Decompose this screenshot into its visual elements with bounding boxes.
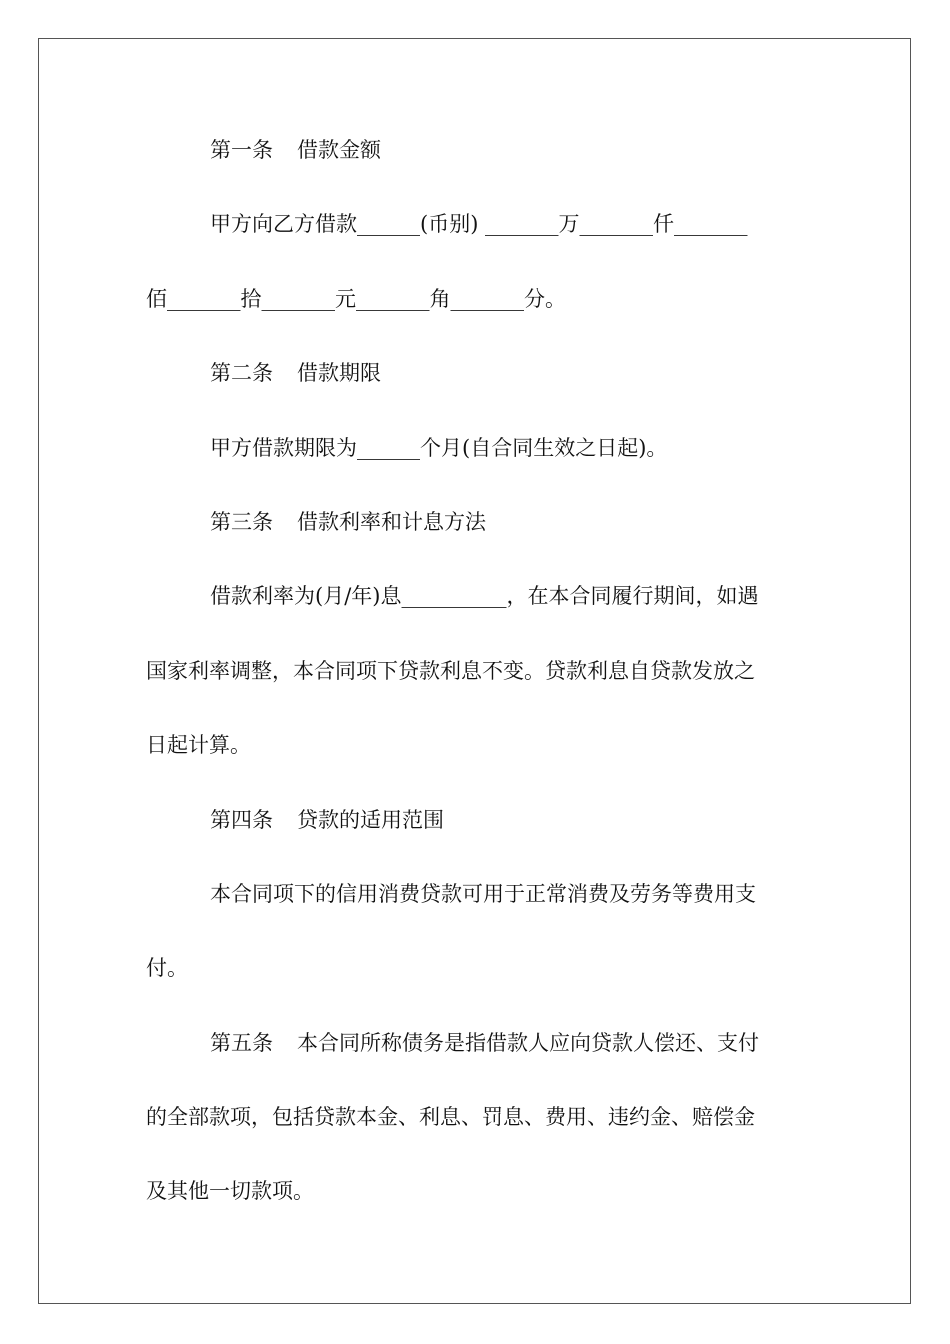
article-5-line-1: 本合同所称债务是指借款人应向贷款人偿还、支付 [297,1030,759,1055]
article-1-heading [146,128,806,202]
article-5-line-3: 及其他一切款项。 [146,1179,314,1204]
article-3-line-2: 国家利率调整，本合同项下贷款利息不变。贷款利息自贷款发放之 [146,658,755,683]
article-4-line-2: 付。 [146,956,188,981]
article-1-title: 借款金额 [297,138,381,162]
article-3-line-1: 借款利率为(月/年)息__________，在本合同履行期间，如遇 [210,584,759,609]
article-5-number: 第五条 [210,1030,273,1055]
article-3-heading [146,500,806,574]
article-3-line-3: 日起计算。 [146,733,251,758]
article-5-line-2: 的全部款项，包括贷款本金、利息、罚息、费用、违约金、赔偿金 [146,1105,755,1130]
article-1-line-1: 甲方向乙方借款______(币别) _______万_______仟_______ [210,212,748,237]
article-3-number: 第三条 [210,509,273,534]
article-4-title: 贷款的适用范围 [297,807,444,832]
article-2-title: 借款期限 [297,361,381,386]
article-3-title: 借款利率和计息方法 [297,509,486,534]
article-1-line-2: 佰_______拾_______元_______角_______分。 [146,286,566,311]
article-5-heading [146,1021,806,1095]
article-4-line-1: 本合同项下的信用消费贷款可用于正常消费及劳务等费用支 [210,881,756,906]
article-4-heading [146,798,806,872]
contract-body [146,128,806,1244]
article-2-number: 第二条 [210,361,273,386]
article-2-heading [146,351,806,425]
article-2-line-1: 甲方借款期限为______个月(自合同生效之日起)。 [210,435,668,460]
article-4-number: 第四条 [210,807,273,832]
article-1-number: 第一条 [210,138,273,162]
